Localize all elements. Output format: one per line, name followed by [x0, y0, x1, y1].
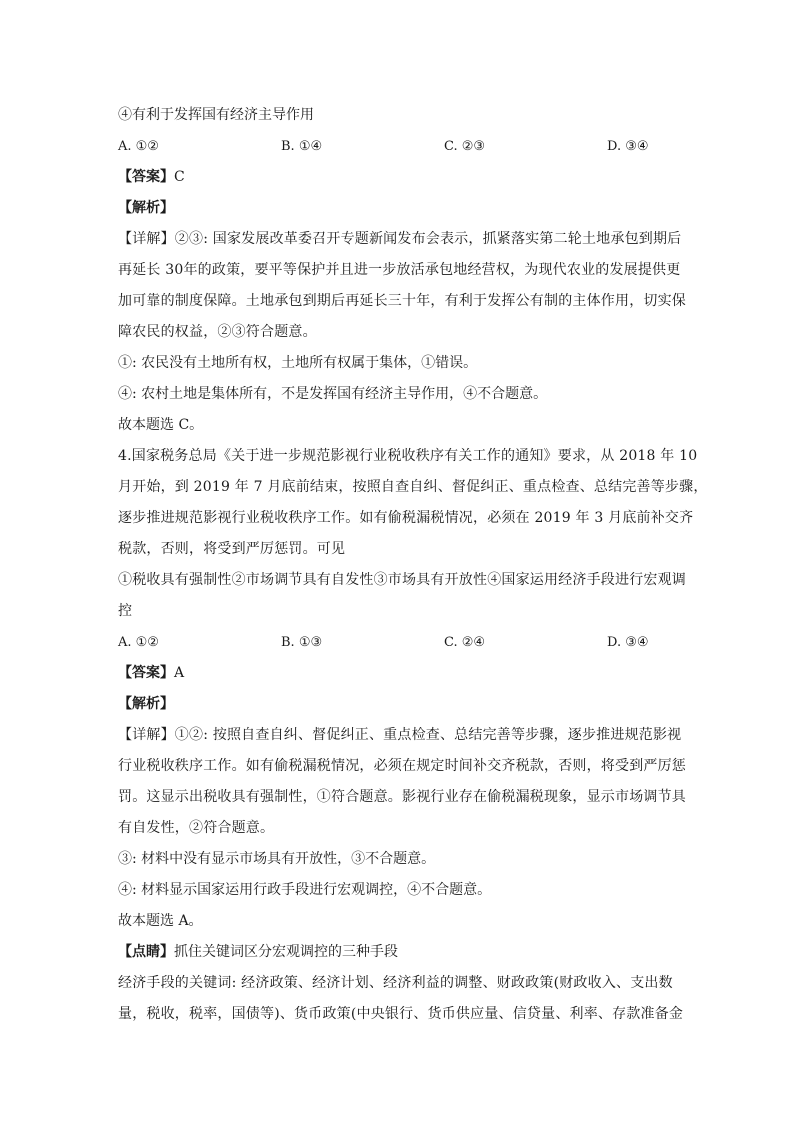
q4-stem-line: 税款，否则，将受到严厉惩罚。可见: [118, 541, 346, 557]
q4-tip-body: [118, 968, 684, 1030]
q3-note-2: ④: 农村土地是集体所有，不是发挥国有经济主导作用，④不合题意。: [118, 386, 548, 402]
q4-options-line: ①税收具有强制性②市场调节具有自发性③市场具有开放性④国家运用经济手段进行宏观调: [118, 572, 686, 588]
q4-stem: [118, 441, 708, 565]
q4-choices: [118, 627, 678, 658]
q4-answer: [118, 658, 678, 689]
q3-note-1: ①: 农民没有土地所有权，土地所有权属于集体，①错误。: [118, 355, 478, 371]
q4-tip-label: 【点睛】: [118, 944, 174, 960]
q4-stem-line: 月开始，到 2019 年 7 月底前结束，按照自查自纠、督促纠正、重点检查、总结完善等步骤，: [118, 479, 708, 495]
document-page: [118, 100, 708, 1030]
q3-detail-line: 加可靠的制度保障。土地承包到期后再延长三十年，有利于发挥公有制的主体作用，切实保: [118, 293, 686, 309]
q3-choice-d: D. ③④: [607, 139, 649, 154]
q3-answer-label: 【答案】: [118, 169, 174, 185]
q3-analysis-label: 【解析】: [118, 200, 174, 216]
q3-answer-value: C: [174, 169, 185, 185]
q4-analysis-label: 【解析】: [118, 696, 174, 712]
q4-detail-line: 罚。这显示出税收具有强制性，①符合题意。影视行业存在偷税漏税现象，显示市场调节具: [118, 789, 686, 805]
q4-choice-c: C. ②④: [444, 635, 486, 650]
q4-tip-line: 经济手段的关键词: 经济政策、经济计划、经济利益的调整、财政政策(财政收入、支出数: [118, 975, 673, 991]
q3-option-4: ④有利于发挥国有经济主导作用: [118, 107, 314, 123]
q4-note-2: ④: 材料显示国家运用行政手段进行宏观调控，④不合题意。: [118, 882, 492, 898]
q4-options-line: 控: [118, 603, 133, 619]
q3-choice-b: B. ①④: [281, 139, 323, 154]
q3-detail-line: 障农民的权益，②③符合题意。: [118, 324, 317, 340]
q4-note-1: ③: 材料中没有显示市场具有开放性，③不合题意。: [118, 851, 436, 867]
q3-answer: [118, 162, 678, 193]
q4-options-text: [118, 565, 686, 627]
q3-choice-a: A. ①②: [118, 139, 159, 154]
q4-detail-line: 行业税收秩序工作。如有偷税漏税情况，必须在规定时间补交齐税款，否则，将受到严厉惩: [118, 758, 686, 774]
q4-tip-text: 抓住关键词区分宏观调控的三种手段: [174, 944, 398, 960]
q3-detail: [118, 224, 686, 348]
q3-detail-line: 再延长 30年的政策，要平等保护并且进一步放活承包地经营权，为现代农业的发展提供更: [118, 262, 681, 278]
q4-tip: [118, 937, 678, 968]
q4-choice-a: A. ①②: [118, 635, 159, 650]
q3-conclusion: 故本题选 C。: [118, 417, 204, 433]
q4-detail-line: 【详解】①②: 按照自查自纠、督促纠正、重点检查、总结完善等步骤，逐步推进规范影视: [118, 727, 682, 743]
q4-answer-label: 【答案】: [118, 665, 174, 681]
q4-choice-d: D. ③④: [607, 635, 649, 650]
q4-stem-line: 4.国家税务总局《关于进一步规范影视行业税收秩序有关工作的通知》要求，从 2018 年 10: [118, 448, 698, 464]
q4-stem-line: 逐步推进规范影视行业税收秩序工作。如有偷税漏税情况，必须在 2019 年 3 月底前补交齐: [118, 510, 694, 526]
q4-conclusion: 故本题选 A。: [118, 913, 203, 929]
q3-choices: [118, 131, 678, 162]
q3-detail-line: 【详解】②③: 国家发展改革委召开专题新闻发布会表示，抓紧落实第二轮土地承包到期后: [118, 231, 682, 247]
q4-choice-b: B. ①③: [281, 635, 323, 650]
q4-detail: [118, 720, 686, 844]
q4-answer-value: A: [174, 665, 185, 681]
q4-detail-line: 有自发性，②符合题意。: [118, 820, 275, 836]
q3-choice-c: C. ②③: [444, 139, 486, 154]
q4-tip-line: 量，税收，税率，国债等)、货币政策(中央银行、货币供应量、信贷量、利率、存款准备金: [118, 1006, 684, 1022]
